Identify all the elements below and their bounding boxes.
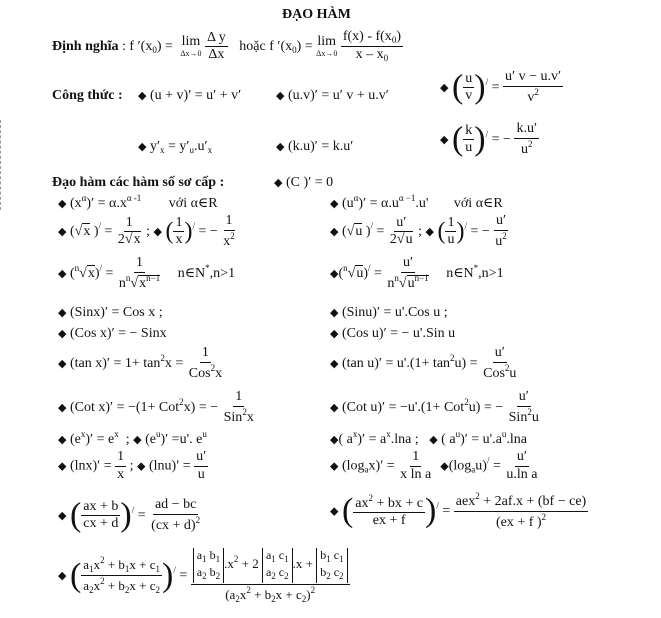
definition-label: Định nghĩa xyxy=(52,39,119,55)
formula-chain: ◆ $y'_x = y'_u.u'_x$ xyxy=(138,139,213,155)
page-edge-marker xyxy=(0,120,3,210)
formula-quotient: ◆ ( $\frac{u}{v}$ )/ = $\frac{u' v - u.v'}{v^2}$ xyxy=(440,68,562,106)
tan-left: ◆ (tan $x)' = 1+ \tan^2x$ = $\frac{1}{Cos^2x}$ xyxy=(58,345,223,381)
cot-left: ◆ (Cot x)′ = −(1+ Cot$^2$x) = − $\frac{1}{Sin^2x}$ xyxy=(58,389,254,425)
formula-constant: ◆ (C )′ = 0 xyxy=(274,175,334,190)
formula-constant-multiple: ◆ (k.u)′ = k.u′ xyxy=(276,139,354,154)
power-left: ◆ $(x^\alpha)' = \alpha.x^{\alpha -1}$ với α∈R xyxy=(58,193,218,211)
nroot-right: ◆($^n$√u)/ = $\frac{u'}{n^n√u^{n-1}}$ n∈N*,n>1 xyxy=(330,255,504,291)
cos-right: ◆ (Cos u)′ = − u'.Sin u xyxy=(330,326,456,341)
elementary-label: Đạo hàm các hàm số sơ cấp : xyxy=(52,175,225,190)
formulas-label: Công thức : xyxy=(52,88,123,103)
sin-left: ◆ (Sinx)′ = Cos x ; xyxy=(58,305,163,320)
exp-right: ◆( $a^x)' = a^x.\ln a$ ; ◆ ( $a^u)' = u'.a^u.\ln a$ xyxy=(330,429,528,447)
rational-quadratic-linear: ◆ ( $\frac{ax^2 + bx + c}{ex + f}$ )/ = $\frac{aex^2 + 2af.x + (bf - ce)}{(ex + f )^2}$ xyxy=(330,491,587,530)
sqrt-left: ◆ (√x )/ = $\frac{1}{2√x}$ ; ◆ ( $\frac{1}{x}$ )/ = − $\frac{1}{x^2}$ xyxy=(58,213,235,249)
formula-reciprocal: ◆ ( $\frac{k}{u}$ )/ = − $\frac{k.u'}{u^2}$ xyxy=(440,120,537,158)
page-title: ĐẠO HÀM xyxy=(282,7,351,22)
rational-quadratic-quadratic: ◆ ( $\frac{a_1x^2 + b_1x + c_1}{a_2x^2 + b_2x + c_2}$ )/ = $a_1$ $b_1$ $a_2$ $b_2$ $.x^2 + 2$ $a_1$ $c_1$ $a_2$ $c_2$ .x + $b_1$ $c_1$ $b_2$ $c_2$ $(a_2x^2 + b_2x + c_2)^2$ xyxy=(58,548,350,604)
sin-right: ◆ (Sinu)′ = u'.Cos u ; xyxy=(330,305,448,320)
rational-linear: ◆ ( $\frac{ax + b}{cx + d}$ )/ = $\frac{ad - bc}{(cx + d)^2}$ xyxy=(58,496,201,534)
sqrt-right: ◆ (√u )/ = $\frac{u'}{2√u}$ ; ◆ ( $\frac{1}{u}$ )/ = − $\frac{u'}{u^2}$ xyxy=(330,213,507,249)
log-right: ◆ $(\log_ax)'$ = $\frac{1}{\text{x ln a}}$ $◆(\log_au)^/$ = $\frac{u'}{\text{u.ln a}}$ xyxy=(330,449,538,482)
ln-left: ◆ (lnx)′ = $\frac{1}{x}$ ; ◆ (lnu)′ = $\frac{u'}{u}$ xyxy=(58,449,207,482)
definition-row: Định nghĩa : f $'(x_0)$ = lim Δx→0 $\frac{\text{Δ y}}{\Delta x}$ hoặc f $'(x_0)$ = lim Δx→0 $\frac{f(x) - f(x_0)}{x - x_0}$ xyxy=(52,29,401,64)
formula-product: ◆ (u.v)′ = u′ v + u.v′ xyxy=(276,88,389,103)
nroot-left: ◆ ($^n$√x)/ = $\frac{1}{n^n√x^{n-1}}$ n∈N*,n>1 xyxy=(58,255,236,291)
exp-left: ◆ $(e^x)' = e^x$ ; ◆ $(e^u)' =u'$. $e^u$ xyxy=(58,429,207,447)
cot-right: ◆ (Cot u)′ = −u'.(1+ Cot$^2$u) = − $\frac{u'}{Sin^2u}$ xyxy=(330,389,539,425)
tan-right: ◆ (tan $u)' = u'.(1+ \tan^2u)$ = $\frac{u'}{Cos^2u}$ xyxy=(330,345,517,381)
cos-left: ◆ (Cos x)′ = − Sinx xyxy=(58,326,167,341)
power-right: ◆ $(u^\alpha)' = \alpha.u^{\alpha -1}.u'$ với α∈R xyxy=(330,193,503,211)
formula-sum: ◆ (u + v)′ = u′ + v′ xyxy=(138,88,242,103)
